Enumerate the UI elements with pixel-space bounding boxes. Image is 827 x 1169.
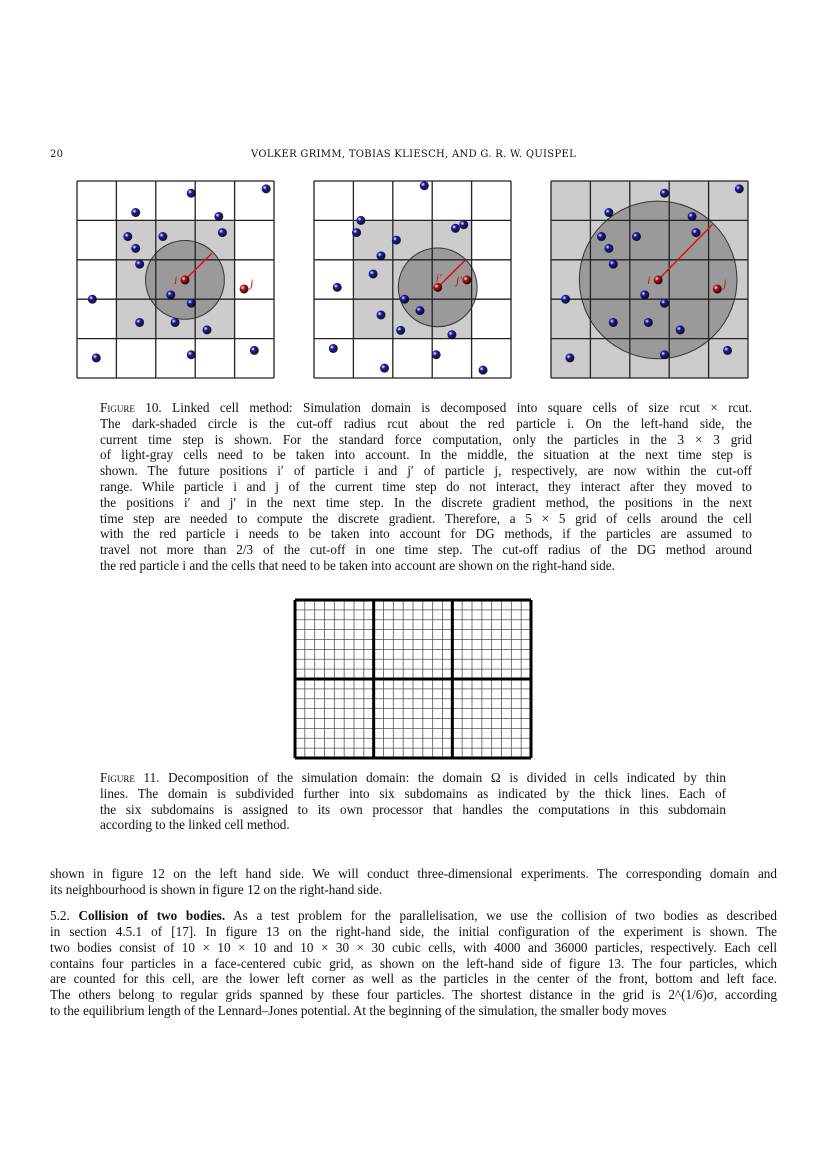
particle <box>250 346 259 355</box>
particle <box>479 366 488 375</box>
particle <box>644 318 653 327</box>
red-particle <box>713 284 722 293</box>
caption-line: range. While particle i and j of the current time step do not interact, they interact after they moved to <box>100 479 752 494</box>
particle <box>415 306 424 315</box>
particle <box>420 181 429 190</box>
particle <box>609 318 618 327</box>
particle <box>376 251 385 260</box>
particle <box>369 269 378 278</box>
particle <box>262 184 271 193</box>
figure-11-domain-grid <box>290 595 536 763</box>
particle <box>451 224 460 233</box>
panel-current-step <box>77 181 274 378</box>
paragraph-text: As a test problem for the parallelisation, we use the collision of two bodies as described <box>225 908 778 923</box>
particle <box>135 260 144 269</box>
particle-label: j <box>723 275 727 290</box>
section-title: Collision of two bodies. <box>78 908 226 923</box>
particle <box>187 299 196 308</box>
particle <box>187 189 196 198</box>
particle <box>400 295 409 304</box>
particle <box>187 350 196 359</box>
caption-line: time step are needed to compute the discrete gradient. Therefore, a 5 × 5 grid of cells around the cell <box>100 510 752 526</box>
particle <box>203 325 212 334</box>
caption-line: its neighbourhood is shown in figure 12 on the right-hand side. <box>50 881 383 897</box>
caption-line: according to the linked cell method. <box>100 817 290 833</box>
particle <box>604 208 613 217</box>
particle-label: i <box>173 272 178 287</box>
caption-line: shown in figure 12 on the left hand side. We will conduct three-dimensional experiments. The corresponding domain and <box>50 866 777 881</box>
particle <box>632 232 641 241</box>
particle <box>447 330 456 339</box>
figure-label: Figure 10. <box>100 400 162 415</box>
particle <box>131 244 140 253</box>
caption-line: two bodies consist of 10 × 10 × 10 and 10 × 30 × 30 cubic cells, with 4000 and 36000 particles, respectively. Each cell <box>50 939 777 955</box>
caption-line: current time step is shown. For the standard force computation, only the particles in the 3 × 3 grid <box>100 431 752 447</box>
particle <box>565 353 574 362</box>
particle <box>691 228 700 237</box>
caption-line: The others belong to regular grids spanned by these four particles. The shortest distance in the grid is 2^(1/6)σ, according <box>50 987 777 1003</box>
figure-label: Figure 11. <box>100 770 160 785</box>
red-particle <box>462 275 471 284</box>
particle <box>88 295 97 304</box>
caption-line <box>100 400 752 416</box>
particle <box>218 228 227 237</box>
page-number: 20 <box>50 149 64 160</box>
particle-label: j′ <box>455 272 462 287</box>
particle <box>604 244 613 253</box>
red-particle <box>180 275 189 284</box>
particle <box>660 189 669 198</box>
particle <box>158 232 167 241</box>
particle <box>396 326 405 335</box>
particle <box>597 232 606 241</box>
particle <box>723 346 732 355</box>
running-header: VOLKER GRIMM, TOBIAS KLIESCH, AND G. R. W. QUISPEL <box>250 149 577 160</box>
particle <box>123 232 132 241</box>
caption-line: in section 4.5.1 of [17]. In figure 13 on the right-hand side, the initial configuration of the experiment is shown. The <box>50 924 777 939</box>
caption-line: the red particle i and the cells that need to be taken into account are shown on the right-hand side. <box>100 558 615 573</box>
caption-line: to the equilibrium length of the Lennard–Jones potential. At the beginning of the simulation, the smaller body moves <box>50 1003 667 1018</box>
caption-text: Decomposition of the simulation domain: the domain Ω is divided in cells indicated by thin <box>159 770 727 785</box>
caption-line: are counted for this cell, are the lower left corner as well as the particles in the center of the front, bottom and left face. <box>50 971 777 987</box>
particle <box>92 353 101 362</box>
particle <box>329 344 338 353</box>
section-number: 5.2. <box>50 908 79 923</box>
particle <box>352 228 361 237</box>
caption-line: contains four particles in a face-centered cubic grid, as shown on the left-hand side of figure 13. The four particles, which <box>50 955 777 971</box>
particle <box>376 310 385 319</box>
figure-10-linked-cells <box>70 175 760 385</box>
particle <box>561 295 570 304</box>
particle <box>171 318 180 327</box>
panel-next-step <box>314 181 511 378</box>
particle <box>333 283 342 292</box>
caption-line <box>100 770 726 786</box>
particle <box>609 260 618 269</box>
caption-text: Linked cell method: Simulation domain is decomposed into square cells of size rcut × rcut. <box>161 400 752 415</box>
particle <box>660 299 669 308</box>
particle <box>459 220 468 229</box>
particle <box>392 236 401 245</box>
caption-line: of light-gray cells need to be taken into account. In the middle, the situation at the next time step is <box>100 447 752 463</box>
caption-line: the six subdomains is assigned to its own processor that handles the computations in this subdomain <box>100 801 726 817</box>
particle <box>688 212 697 221</box>
particle-label: i <box>647 272 651 287</box>
particle <box>380 364 389 373</box>
caption-line: lines. The domain is subdivided further into six subdomains as indicated by the thick lines. Each of <box>100 785 726 801</box>
caption-line: the positions i′ and j′ in the next time step. In the discrete gradient method, the positions in the next <box>100 494 752 510</box>
particle <box>214 212 223 221</box>
particle <box>676 325 685 334</box>
section-heading-line <box>50 908 777 924</box>
caption-line: travel not more than 2/3 of the cut-off in one time step. The cut-off radius of the DG method around <box>100 542 752 558</box>
particle-label: j <box>250 275 254 290</box>
particle <box>135 318 144 327</box>
particle <box>432 350 441 359</box>
particle <box>735 184 744 193</box>
caption-line: The dark-shaded circle is the cut-off radius rcut about the red particle i. On the left-hand side, the <box>100 415 752 431</box>
caption-line: with the red particle i needs to be taken into account for DG methods, if the particles are assumed to <box>100 526 752 542</box>
particle <box>166 290 175 299</box>
panel-dg-method <box>551 181 748 378</box>
caption-line: shown. The future positions i′ of particle i and j′ of particle j, respectively, are now within the cut-off <box>100 463 752 479</box>
particle <box>356 216 365 225</box>
particle-label: i′ <box>435 270 442 285</box>
particle <box>660 350 669 359</box>
particle <box>131 208 140 217</box>
red-particle <box>240 284 249 293</box>
particle <box>640 290 649 299</box>
red-particle <box>654 275 663 284</box>
